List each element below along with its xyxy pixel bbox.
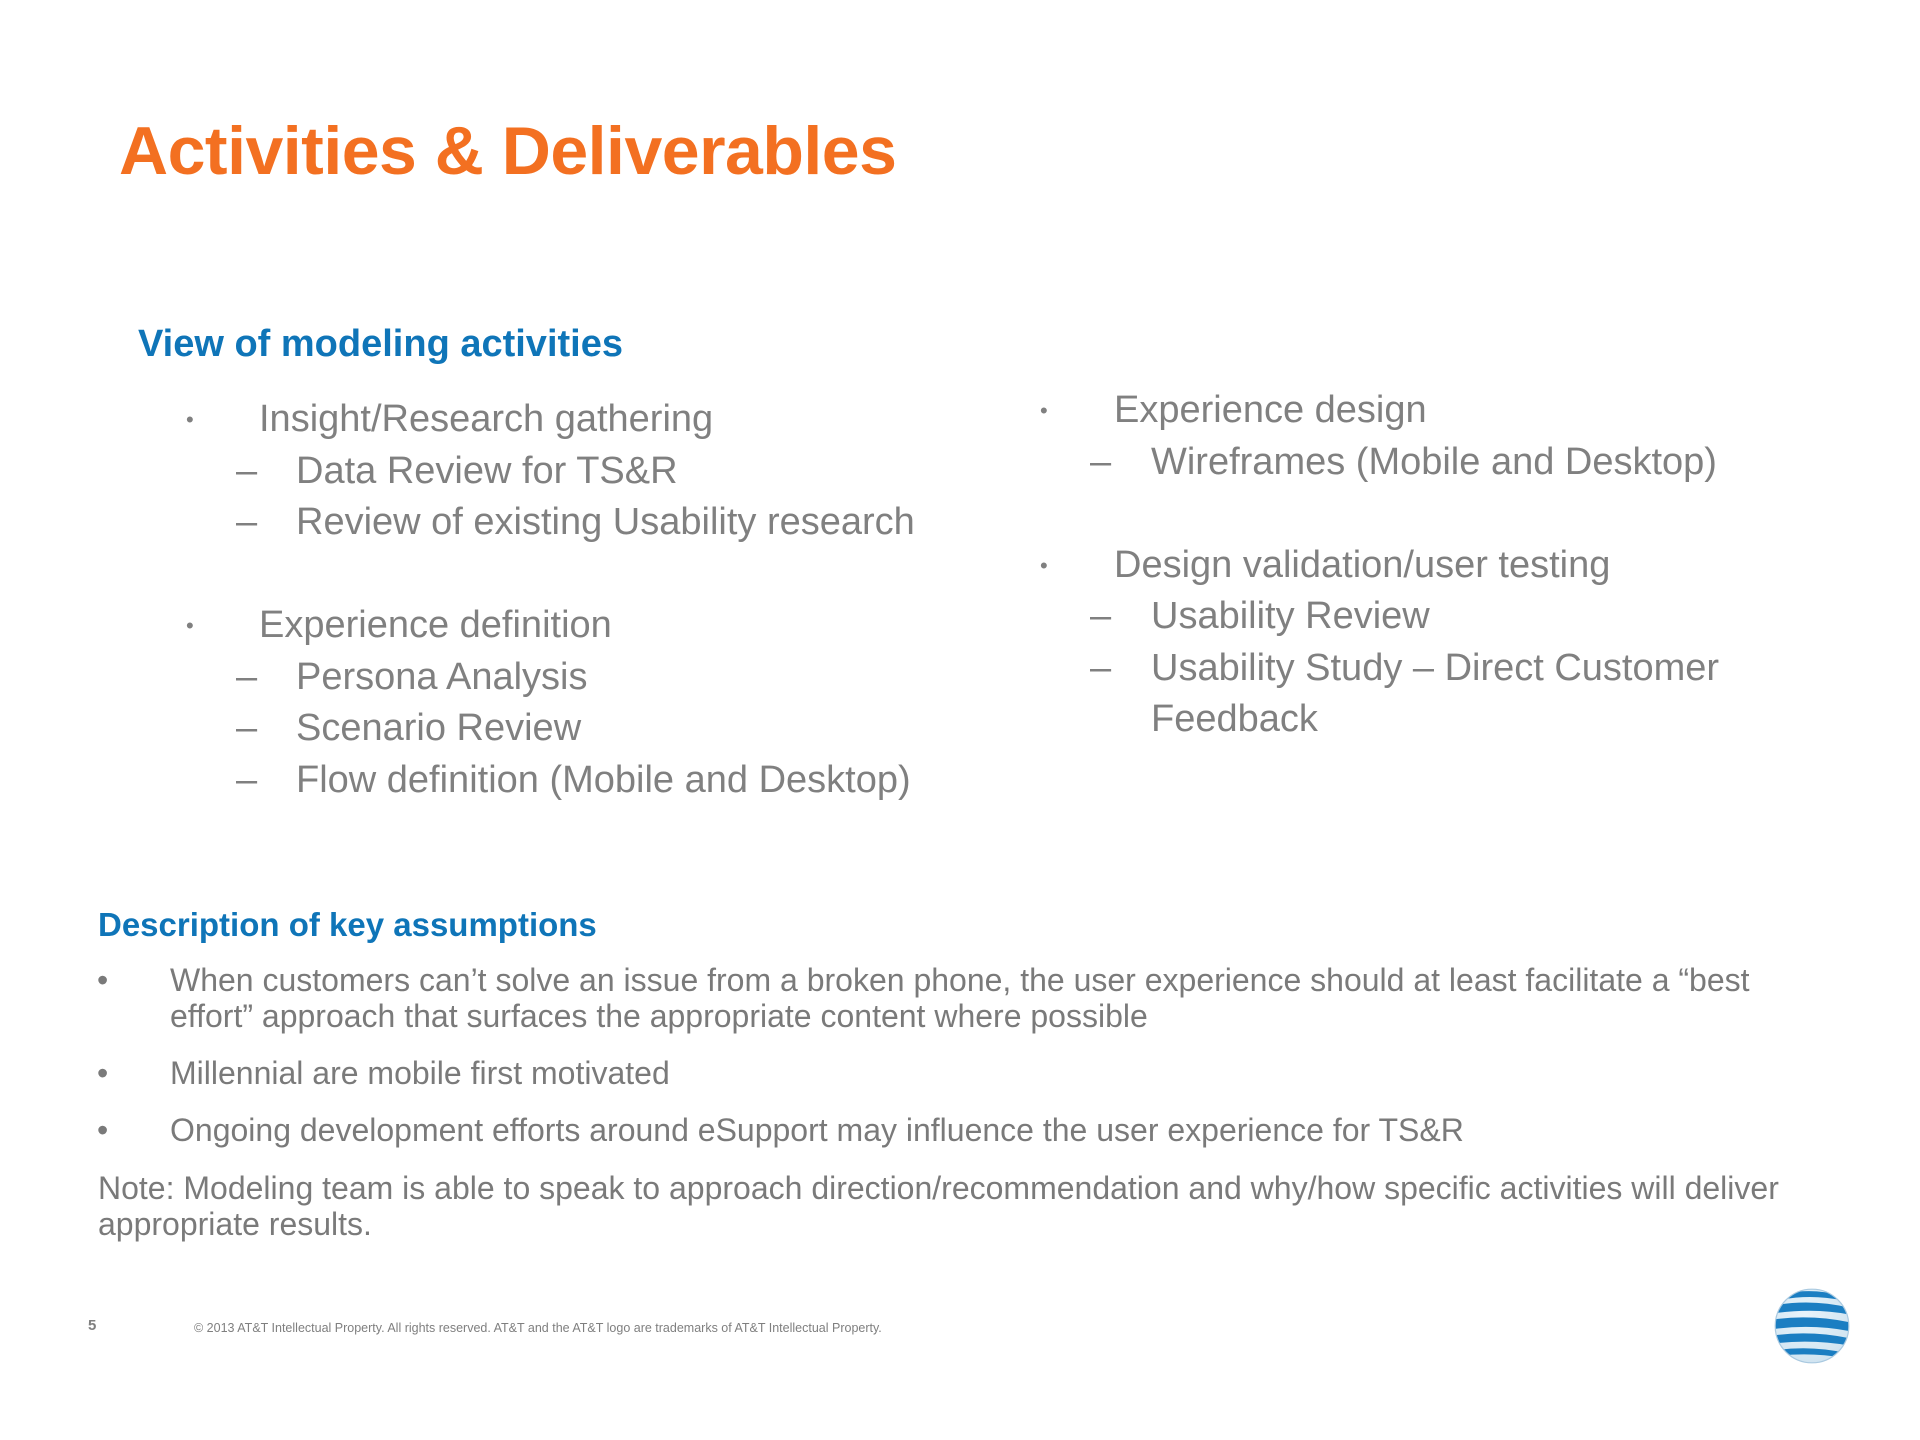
dash-icon: – <box>236 501 258 543</box>
sub-list-item-continuation <box>0 694 1920 746</box>
list-item <box>0 540 1920 592</box>
assumption-text: When customers can’t solve an issue from a broken phone, the user experience should at least facilitate a “best effort” approach that surfaces the appropriate content where possible <box>170 962 1750 1034</box>
spacer <box>0 488 1920 540</box>
sub-list-item <box>0 437 1920 489</box>
sub-list-item-label: Usability Review <box>1151 595 1430 637</box>
modeling-heading: View of modeling activities <box>138 323 623 365</box>
sub-list-item-label: Review of existing Usability research <box>296 501 915 543</box>
sub-list-item-label: Feedback <box>1151 698 1318 740</box>
assumption-item <box>0 1112 1920 1148</box>
sub-list-item-label: Persona Analysis <box>296 655 588 698</box>
bullet-icon: • <box>97 1112 109 1148</box>
assumption-text: Millennial are mobile first motivated <box>170 1055 670 1091</box>
sub-list-item <box>0 591 1920 643</box>
assumptions-heading: Description of key assumptions <box>98 906 597 943</box>
dash-icon: – <box>236 449 258 492</box>
dash-icon: – <box>236 655 258 698</box>
sub-list-item <box>0 755 1000 807</box>
sub-list-item-label: Data Review for TS&R <box>296 449 678 492</box>
assumption-item <box>0 1055 1920 1091</box>
list-item-label: Insight/Research gathering <box>259 398 714 440</box>
dash-icon: – <box>1090 595 1112 637</box>
modeling-right-column <box>0 385 1920 746</box>
sub-list-item-label: Scenario Review <box>296 707 582 749</box>
assumptions-list <box>0 962 1920 1169</box>
list-item <box>0 385 1920 437</box>
bullet-icon: • <box>97 962 109 998</box>
bullet-icon: • <box>1040 552 1048 578</box>
dash-icon: – <box>236 707 258 749</box>
dash-icon: – <box>236 758 258 801</box>
sub-list-item <box>0 643 1920 695</box>
list-item-label: Design validation/user testing <box>1114 543 1611 586</box>
assumptions-note: Note: Modeling team is able to speak to approach direction/recommendation and why/how specific activities will deliver appropriate results. <box>98 1170 1779 1242</box>
sub-list-item-label: Wireframes (Mobile and Desktop) <box>1151 440 1717 483</box>
copyright-footer: © 2013 AT&T Intellectual Property. All rights reserved. AT&T and the AT&T logo are trademarks of AT&T Intellectual Property. <box>194 1321 882 1335</box>
list-item-label: Experience design <box>1114 389 1427 431</box>
bullet-icon: • <box>186 613 194 638</box>
dash-icon: – <box>1090 646 1112 689</box>
sub-list-item-label: Usability Study – Direct Customer <box>1151 646 1720 689</box>
assumption-text: Ongoing development efforts around eSupport may influence the user experience for TS&R <box>170 1112 1464 1148</box>
bullet-icon: • <box>1040 398 1048 423</box>
slide-title: Activities & Deliverables <box>119 113 897 189</box>
bullet-icon: • <box>97 1055 109 1091</box>
dash-icon: – <box>1090 440 1112 483</box>
att-globe-logo-icon <box>1772 1286 1852 1366</box>
list-item-label: Experience definition <box>259 604 612 646</box>
sub-list-item-label: Flow definition (Mobile and Desktop) <box>296 758 911 801</box>
assumption-item <box>0 962 1920 1034</box>
page-number: 5 <box>88 1317 97 1334</box>
bullet-icon: • <box>186 407 194 432</box>
